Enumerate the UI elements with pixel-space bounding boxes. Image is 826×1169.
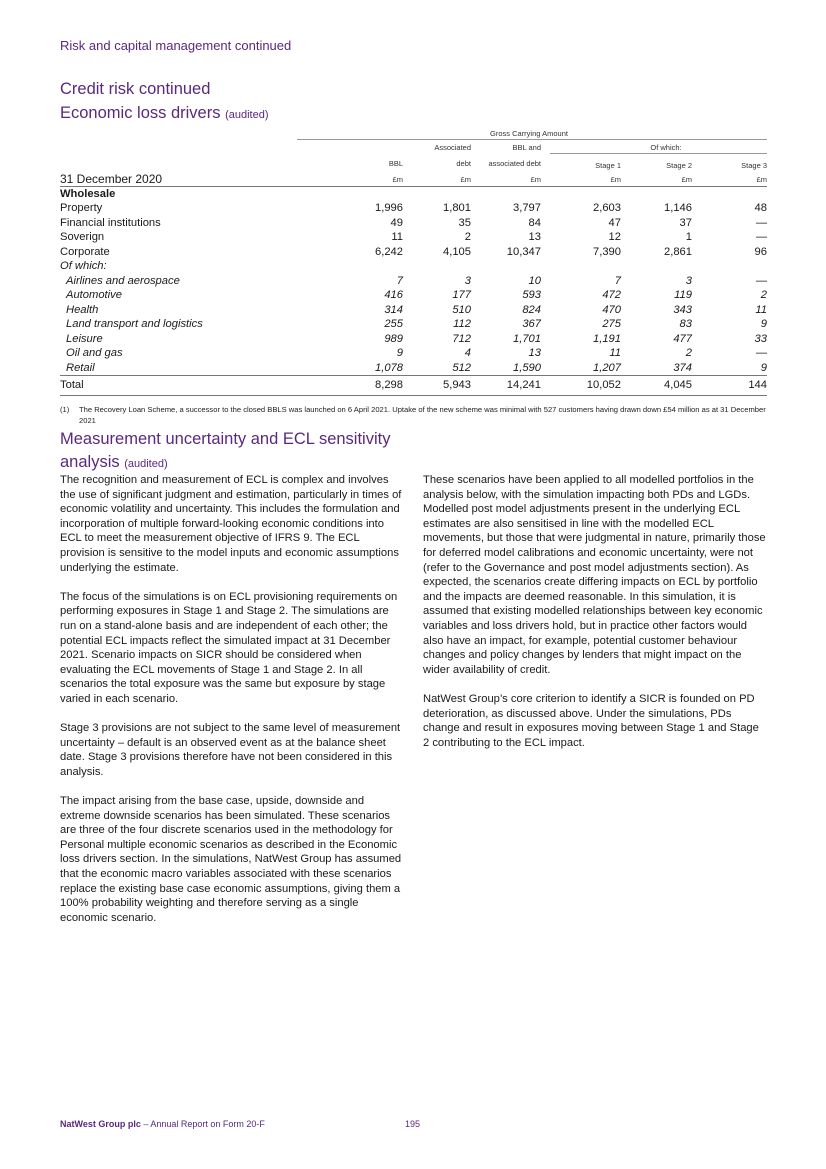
table-cell: —: [755, 231, 767, 243]
col-unit-1: £m: [392, 175, 403, 184]
table-cell: 374: [673, 361, 692, 374]
section-subtitle: [60, 104, 268, 123]
table-cell: 255: [384, 318, 403, 330]
col-header-2-line1: Associated: [434, 143, 471, 152]
col-header-5-line2: Stage 2: [666, 161, 692, 170]
table-cell: 512: [452, 361, 471, 374]
table-cell: 84: [528, 216, 541, 229]
body-paragraph: NatWest Group’s core criterion to identify a SICR is founded on PD deterioration, as discussed above. Under the simulations, PDs change and result in exposures moving between Stage 1 and Stage 2 contributing to the ECL impact.: [423, 692, 759, 749]
table-row: [60, 230, 767, 245]
footer-company: NatWest Group plc: [60, 1119, 141, 1129]
table-cell: 1,191: [593, 332, 621, 345]
total-label: Total: [60, 379, 84, 391]
segment-label: Wholesale: [60, 188, 116, 200]
row-label: Land transport and logistics: [66, 318, 203, 330]
table-cell: 275: [602, 318, 621, 330]
table-cell: 10: [528, 274, 541, 287]
body-paragraph: Stage 3 provisions are not subject to the same level of measurement uncertainty – default is an observed event as at the balance sheet date. Stage 3 provisions therefore have not been considered in this analysis.: [60, 722, 401, 778]
body-paragraph: These scenarios have been applied to all modelled portfolios in the analysis below, with the simulation impacting both PDs and LGDs. Modelled post model adjustments present in the underlying ECL estimates are also sensitised in line with the modelled ECL movements, but those that were judgmental in nature, primarily those for deferred model calibrations and economic uncertainty, were not (refer to the Governance and post model adjustments section). As expected, the scenarios create differing impacts on ECL by portfolio and the impacts are deemed reasonable. In this simulation, it is assumed that existing modelled relationships between key economic variables and loss drivers hold, but in practice other factors would also have an impact, for example, potential customer behaviour changes and policy changes by lenders that might impact on the wider availability of credit.: [423, 474, 766, 676]
table-cell: 824: [522, 303, 541, 316]
table-cell: 7: [396, 274, 403, 287]
body-paragraph: The focus of the simulations is on ECL provisioning requirements on performing exposures in Stage 1 and Stage 2. The simulations are run on a stand-alone basis and are independent of each other; the potential ECL impacts reflect the simulated impact at 31 December 2021. Scenario impacts on SICR should be considered when evaluating the ECL movements of Stage 1 and Stage 2. In all scenarios the total exposure was the same but exposure by stage varied in each scenario.: [60, 590, 398, 705]
table-cell: 3: [685, 274, 692, 287]
row-label: Property: [60, 202, 103, 214]
total-cell: 8,298: [375, 379, 403, 391]
of-which-row: [60, 259, 767, 274]
table-cell: 2: [685, 347, 692, 359]
audited-tag: (audited): [225, 109, 269, 121]
table-cell: 6,242: [375, 245, 403, 258]
table-cell: 477: [673, 332, 692, 345]
footer-separator: –: [140, 1119, 151, 1129]
footnote: [60, 404, 780, 426]
table-cell: 510: [452, 303, 471, 316]
table-cell: 9: [760, 318, 767, 330]
table-cell: 83: [679, 318, 692, 330]
row-label: Corporate: [60, 245, 110, 258]
table-cell: 1: [685, 231, 692, 243]
table-cell: 1,996: [375, 202, 403, 214]
table-cell: 9: [396, 347, 403, 359]
footnote-text: The Recovery Loan Scheme, a successor to the closed BBLS was launched on 6 April 2021. Uptake of the new scheme was minimal with 527 customers having drawn down £54 million as at 31 December 2021: [79, 405, 766, 425]
left-column: [60, 473, 405, 940]
total-rule: [60, 375, 767, 376]
table-cell: 7,390: [593, 245, 621, 258]
col-header-2-line2: debt: [456, 159, 471, 168]
row-label: Automotive: [66, 289, 122, 301]
table-cell: 1,207: [593, 361, 621, 374]
table-cell: 177: [452, 289, 471, 301]
table-cell: 2,603: [593, 202, 621, 214]
table-row: [60, 361, 767, 376]
segment-row: [60, 187, 767, 201]
body-paragraph: The impact arising from the base case, upside, downside and extreme downside scenarios has been simulated. These scenarios are three of the four discrete scenarios used in the methodology for Personal multiple economic scenarios as described in the Economic loss drivers section. In the simulations, NatWest Group has assumed that the economic macro variables associated with these scenarios replace the existing base case economic assumptions, giving them a 100% probability weighting and therefore serving as a single economic scenario.: [60, 795, 402, 924]
economic-loss-drivers-table: [60, 127, 767, 396]
col-unit-2: £m: [460, 175, 471, 184]
table-cell: 1,801: [443, 202, 471, 214]
table-cell: 989: [384, 332, 403, 345]
col-header-4-line2: Stage 1: [595, 161, 621, 170]
row-label: Airlines and aerospace: [66, 274, 180, 287]
of-which-header: Of which:: [650, 143, 682, 152]
row-label: Oil and gas: [66, 347, 123, 359]
table-cell: 9: [760, 361, 767, 374]
table-cell: 4,105: [443, 245, 471, 258]
table-row: [60, 317, 767, 332]
table-cell: 1,701: [513, 332, 541, 345]
table-row: [60, 274, 767, 289]
table-cell: 47: [608, 216, 621, 229]
table-cell: 2: [464, 231, 471, 243]
table-row: [60, 201, 767, 216]
col-header-3-line1: BBL and: [512, 143, 541, 152]
row-label: Soverign: [60, 231, 105, 243]
date-label: 31 December 2020: [60, 172, 163, 186]
body-paragraph: The recognition and measurement of ECL is complex and involves the use of significant judgment and estimation, particularly in times of economic volatility and uncertainty. This includes the formulation and incorporation of multiple forward-looking economic conditions into ECL to meet the measurement objective of IFRS 9. The ECL provision is sensitive to the model inputs and economic assumptions underlying the estimate.: [60, 474, 402, 574]
measurement-title-text: Measurement uncertainty and ECL sensitivity analysis: [60, 430, 391, 471]
table-cell: —: [755, 347, 767, 359]
subtitle-text: Economic loss drivers: [60, 104, 221, 122]
table-cell: 3: [464, 274, 471, 287]
table-cell: 119: [674, 289, 692, 301]
table-row: [60, 303, 767, 318]
table-header: [60, 127, 767, 187]
table-row: [60, 245, 767, 260]
row-label: Leisure: [66, 332, 103, 345]
table-cell: 13: [528, 231, 541, 243]
col-header-6-line2: Stage 3: [741, 161, 767, 170]
table-cell: 96: [754, 245, 767, 258]
table-row: [60, 216, 767, 231]
table-row: [60, 288, 767, 303]
page-footer: [60, 1119, 265, 1129]
page-number: 195: [405, 1119, 421, 1129]
table-cell: 49: [390, 216, 403, 229]
col-unit-5: £m: [681, 175, 692, 184]
table-row: [60, 332, 767, 347]
table-cell: 12: [608, 231, 621, 243]
table-cell: 2,861: [664, 245, 692, 258]
table-cell: 4: [464, 347, 471, 359]
section-title: Credit risk continued: [60, 80, 211, 98]
of-which-rule: [550, 153, 767, 154]
row-label: Retail: [66, 361, 95, 374]
table-cell: 1,078: [375, 361, 403, 374]
col-header-3-line2: associated debt: [488, 159, 541, 168]
total-cell: 144: [748, 379, 767, 391]
col-unit-6: £m: [756, 175, 767, 184]
table-cell: 472: [602, 289, 621, 301]
row-label: Financial institutions: [60, 216, 161, 229]
table-row: [60, 346, 767, 361]
of-which-label: Of which:: [60, 260, 107, 272]
table-cell: 7: [614, 274, 621, 287]
bottom-rule: [60, 395, 767, 396]
table-cell: 11: [609, 347, 621, 359]
table-cell: 1,590: [513, 361, 541, 374]
footer-report: Annual Report on Form 20-F: [150, 1119, 265, 1129]
table-cell: 314: [384, 303, 403, 316]
table-cell: —: [755, 216, 767, 229]
audited-tag: (audited): [124, 458, 168, 470]
table-cell: 712: [452, 332, 471, 345]
total-cell: 5,943: [443, 379, 471, 391]
table-cell: 112: [453, 318, 471, 330]
table-cell: 593: [522, 289, 541, 301]
table-cell: 470: [602, 303, 621, 316]
right-column: [423, 473, 768, 765]
table-cell: 11: [755, 303, 767, 316]
table-cell: 3,797: [513, 202, 541, 214]
table-cell: 33: [754, 332, 767, 345]
running-header: Risk and capital management continued: [60, 38, 292, 53]
group-rule: [297, 139, 767, 140]
table-cell: 13: [528, 347, 541, 359]
table-cell: 35: [458, 216, 471, 229]
measurement-title: [60, 428, 420, 476]
table-cell: 11: [391, 231, 403, 243]
total-cell: 4,045: [664, 379, 692, 391]
footnote-number: (1): [60, 405, 70, 414]
col-unit-4: £m: [610, 175, 621, 184]
table-cell: 367: [522, 318, 541, 330]
total-cell: 10,052: [586, 379, 621, 391]
table-cell: 416: [384, 289, 403, 301]
row-label: Health: [66, 303, 99, 316]
table-cell: 48: [754, 202, 767, 214]
table-cell: 37: [679, 216, 692, 229]
table-cell: —: [755, 274, 767, 287]
group-header: Gross Carrying Amount: [490, 129, 568, 138]
col-unit-3: £m: [530, 175, 541, 184]
total-cell: 14,241: [506, 379, 541, 391]
table-cell: 10,347: [506, 245, 541, 258]
col-header-1-line2: BBL: [388, 159, 403, 168]
table-cell: 343: [673, 303, 692, 316]
table-cell: 1,146: [664, 202, 692, 214]
table-cell: 2: [760, 289, 767, 301]
total-row: [60, 378, 767, 393]
